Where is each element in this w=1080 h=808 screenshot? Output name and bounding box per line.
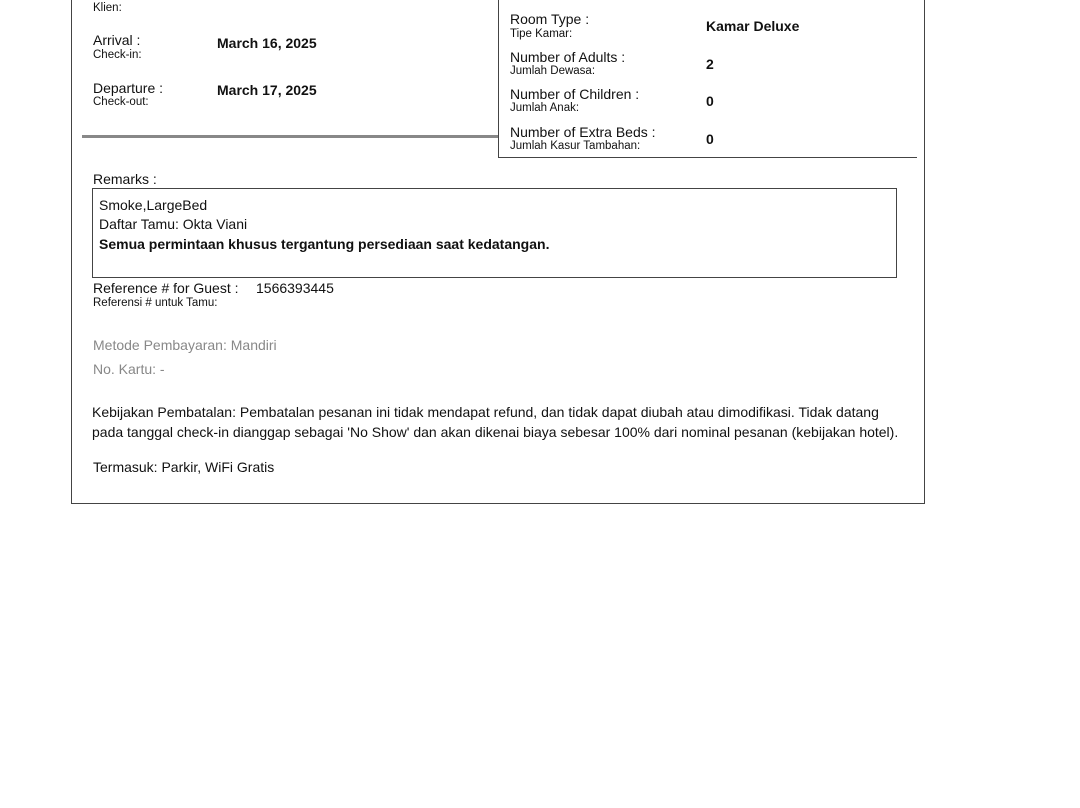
extra-beds-value: 0 xyxy=(706,131,714,147)
extra-beds-label: Number of Extra Beds : xyxy=(510,124,656,140)
adults-label-sub: Jumlah Dewasa: xyxy=(510,65,596,77)
room-type-label-sub: Tipe Kamar: xyxy=(510,28,573,40)
room-type-value: Kamar Deluxe xyxy=(706,18,800,34)
departure-date: March 17, 2025 xyxy=(217,82,317,98)
arrival-label-sub: Check-in: xyxy=(93,49,142,61)
extra-beds-label-sub: Jumlah Kasur Tambahan: xyxy=(510,140,641,152)
remarks-line-1: Smoke,LargeBed xyxy=(99,197,208,213)
remarks-label: Remarks : xyxy=(93,171,157,187)
reference-label: Reference # for Guest : xyxy=(93,280,239,296)
departure-label: Departure : xyxy=(93,80,164,96)
arrival-label: Arrival : xyxy=(93,32,141,48)
includes-text: Termasuk: Parkir, WiFi Gratis xyxy=(93,459,275,475)
arrival-date: March 16, 2025 xyxy=(217,35,317,51)
reference-label-sub: Referensi # untuk Tamu: xyxy=(93,297,218,309)
remarks-line-2: Daftar Tamu: Okta Viani xyxy=(99,216,248,232)
room-type-label: Room Type : xyxy=(510,11,590,27)
remarks-note: Semua permintaan khusus tergantung persediaan saat kedatangan. xyxy=(99,236,550,252)
payment-method: Metode Pembayaran: Mandiri xyxy=(93,337,277,353)
children-value: 0 xyxy=(706,93,714,109)
reference-number: 1566393445 xyxy=(256,280,334,296)
card-number: No. Kartu: - xyxy=(93,361,165,377)
children-label: Number of Children : xyxy=(510,86,640,102)
children-label-sub: Jumlah Anak: xyxy=(510,102,580,114)
departure-label-sub: Check-out: xyxy=(93,96,149,108)
section-divider xyxy=(82,135,499,138)
adults-value: 2 xyxy=(706,56,714,72)
remarks-box xyxy=(92,188,897,278)
client-label-sub: Klien: xyxy=(93,2,122,14)
adults-label: Number of Adults : xyxy=(510,49,626,65)
cancellation-policy: Kebijakan Pembatalan: Pembatalan pesanan ini tidak mendapat refund, dan tidak dapat diubah atau dimodifikasi. Tidak datang pada tanggal check-in dianggap sebagai 'No Show' dan akan dikenai biaya sebesar 100% dari nominal pesanan (kebijakan hotel). xyxy=(92,404,899,440)
